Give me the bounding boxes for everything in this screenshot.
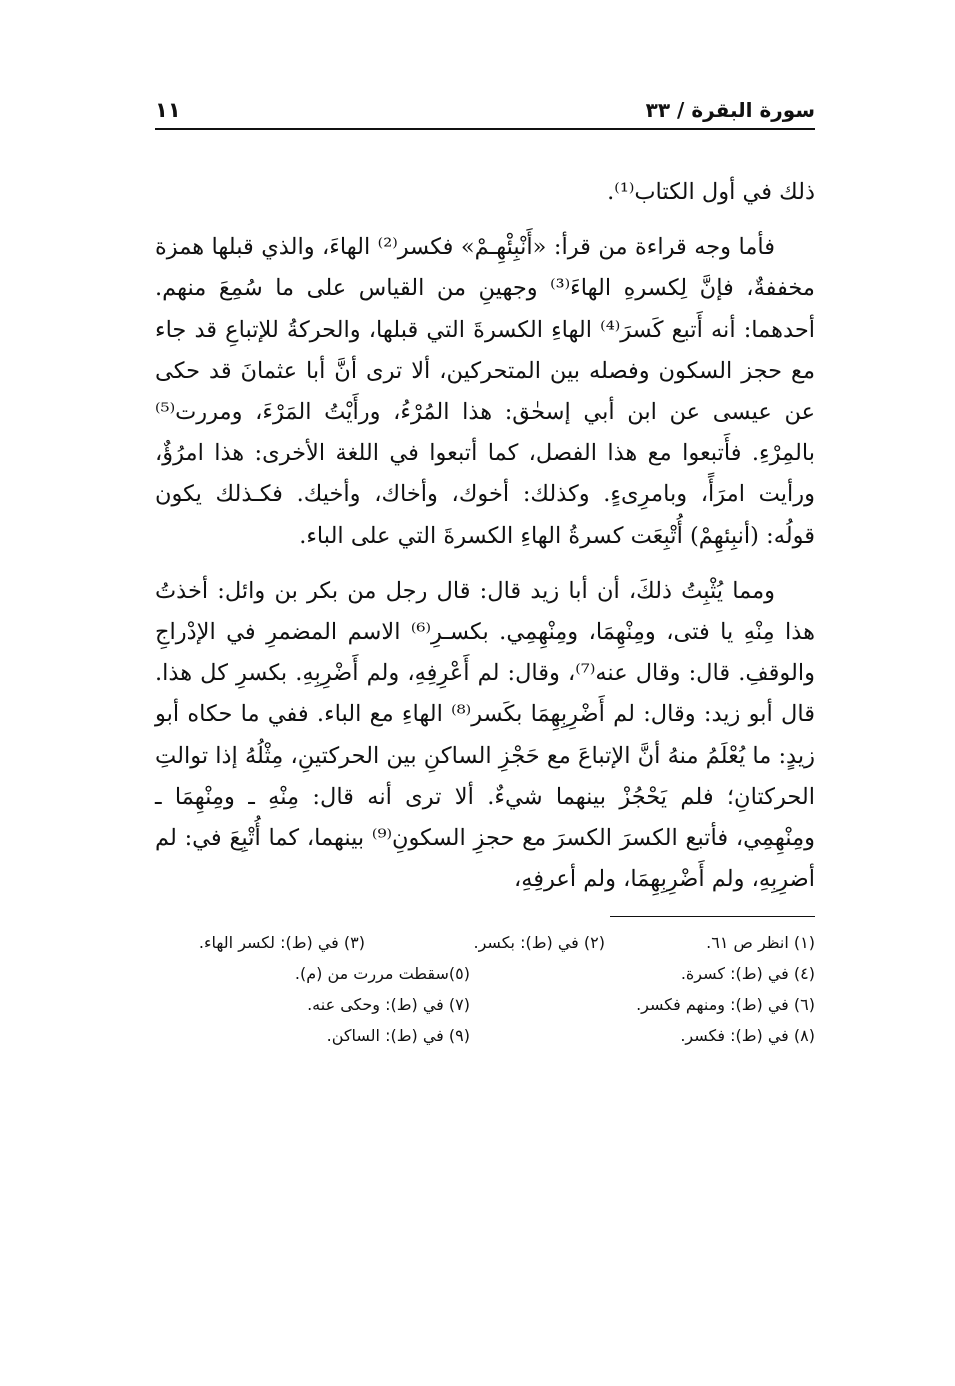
body-text [155,172,815,900]
header-title: سورة البقرة / ٣٣ [645,98,815,122]
footnote-row [155,1020,815,1051]
paragraph-2: فأما وجه قراءة من قرأ: «أَنْبِئْهِـمْ» فكسر⁽²⁾ الهاءَ، والذي قبلها همزة مخففةٌ، فإنَّ لِكسرهِ الهاءَ⁽³⁾ وجهينِ من القياس على ما سُمِعَ منهم. أحدهما: أنه أَتبع كَسرَ⁽⁴⁾ الهاءِ الكسرةَ التي قبلها، والحركةُ للإتباعِ قد جاء مع حجز السكون وفصله بين المتحركين، ألا ترى أنَّ أبا عثمانَ قد حكى عن عيسى عن ابن أبي إسحٰق: هذا المُرْءُ، ورأَيْتُ المَرْءَ، ومررت⁽⁵⁾ بالمِرْءِ. فأَتبعوا مع هذا الفصل، كما أتبعوا في اللغة الأخرى: هذا امرُؤٌ، ورأيت امرَأً، وبامرِىءٍ. وكذلك: أخوك، وأخاك، وأخيك. فكـذلك يكون قولُه: (أنبِئهِمْ) أُتْبِعَت كسرةُ الهاءِ الكسرةَ التي على الباء. [155,234,815,549]
footnote-1: (١) انظر ص ٦١. [706,933,815,953]
footnote-8: (٨) في (ط): فكسر. [680,1026,815,1046]
page [155,88,815,1051]
footnotes [155,927,815,1051]
paragraph-3: ومما يُثْبِتُ ذلكَ، أن أبا زيد قال: قال رجل من بكر بن وائل: أخذتُ هذا مِنْهِ يا فتى، ومِنْهِمَا، ومِنْهِمِي. بكسـرِ⁽⁶⁾ الاسم المضمرِ في الإدْراجِ والوقفِ. قال: وقال عنه⁽⁷⁾، وقال: لم أَعْرِفِهِ، ولم أَضْرِبِهِ. بكسرِ كل هذا. قال أبو زيد: وقال: لم أَضْرِبِهِمَا بكَسر⁽⁸⁾ الهاءِ مع الباء. ففي ما حكاه أبو زيدٍ: ما يُعْلَمُ منهُ أنَّ الإتباعَ مع حَجْزِ الساكنِ بين الحركتينِ، مِثْلُهُ إذا توالتِ الحركتانِ؛ فلم يَحْجُزْ بينهما شيءٌ. ألا ترى أنه قال: مِنْهِ ـ ومِنْهِمَا ـ ومِنْهِمِي، فأتبع الكسرَ الكسرَ مع حجزِ السكونِ⁽⁹⁾ بينهما، كما أُتْبِعَ في: لم أضرِبِهِ، ولم أَضْرِبِهِمَا، ولم أعرفِهِ، [155,577,816,893]
running-header [155,88,815,130]
footnote-2: (٢) في (ط): بكسر. [473,933,605,953]
footnote-separator [610,916,815,917]
paragraph-1: ذلك في أول الكتاب⁽¹⁾. [607,179,815,205]
footnote-4: (٤) في (ط): كسرة. [680,964,815,984]
footnote-row [155,958,815,989]
page-number: ١١ [155,98,181,122]
footnote-9: (٩) في (ط): الساكن. [326,1026,470,1046]
footnote-5: (٥)سقطت مررت من (م). [294,964,470,984]
footnote-7: (٧) في (ط): وحكى عنه. [307,995,470,1015]
footnote-row [155,927,815,958]
footnote-row [155,989,815,1020]
footnote-3: (٣) في (ط): لكسر الهاء. [198,933,365,953]
footnote-6: (٦) في (ط): ومنهم فكسر. [636,995,815,1015]
